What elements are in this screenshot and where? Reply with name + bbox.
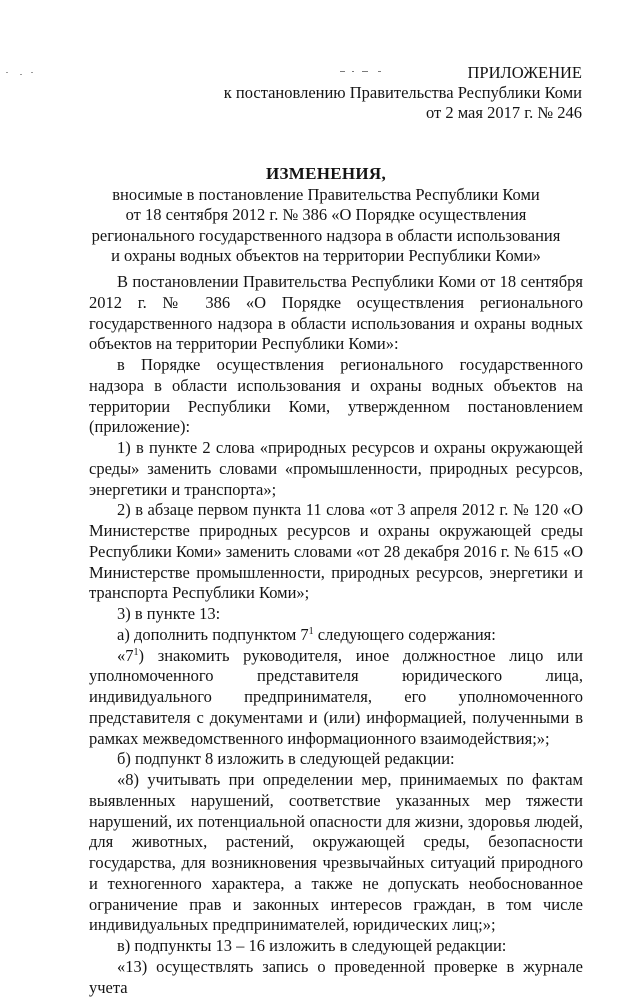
quote-7-1-text: ) знакомить руководителя, иное должностное лицо или уполномоченного представителя юридического лица, индивидуального предпринимателя, его уполномоченного представителя с документами и (или) информацией, полученными в рамках межведомственного информационного взаимодействия;»; xyxy=(89,645,583,748)
paragraph-quote-8: «8) учитывать при определении мер, принимаемых по фактам выявленных нарушений, соответствие указанных мер тяжести нарушений, их потенциальной опасности для жизни, здоровья людей, для животных, растений, окружающей среды, безопасности государства, для возникновения чрезвычайных ситуаций природного и техногенного характера, а также не допускать необоснованное ограничение прав и законных интересов граждан, в том числе индивидуальных предпринимателей, юридических лиц;»; xyxy=(89,770,583,935)
title-line-4: и охраны водных объектов на территории Республики Коми» xyxy=(111,246,541,266)
title-line-2: от 18 сентября 2012 г. № 386 «О Порядке осуществления xyxy=(125,205,527,225)
document-title: ИЗМЕНЕНИЯ, xyxy=(265,164,387,183)
appendix-date-number: от 2 мая 2017 г. № 246 xyxy=(425,103,582,122)
appendix-reference: к постановлению Правительства Республики Коми xyxy=(223,83,582,102)
paragraph-preamble: В постановлении Правительства Республики Коми от 18 сентября 2012 г. № 386 «О Порядке осуществления регионального государственного надзора в области использования и охраны водных объектов на территории Республики Коми»: xyxy=(89,272,583,354)
paragraph-subitem-b: б) подпункт 8 изложить в следующей редакции: xyxy=(117,749,455,769)
paragraph-item-3: 3) в пункте 13: xyxy=(117,604,221,623)
paragraph-quote-13: «13) осуществлять запись о проведенной проверке в журнале учета xyxy=(89,956,583,997)
paragraph-subitem-a xyxy=(89,625,583,646)
quote-7-1-superscript: 1 xyxy=(133,646,139,658)
scan-artifact-dots xyxy=(6,72,34,78)
appendix-header xyxy=(222,63,582,123)
subitem-a-superscript: 1 xyxy=(308,625,314,637)
document-title-block xyxy=(66,164,586,267)
paragraph-item-2: 2) в абзаце первом пункта 11 слова «от 3 апреля 2012 г. № 120 «О Министерстве природных ресурсов и охраны окружающей среды Республики Коми» заменить словами «от 28 декабря 2016 г. № 615 «О Министерстве промышленности, природных ресурсов, энергетики и транспорта Республики Коми»; xyxy=(89,500,583,603)
subitem-a-text-end: следующего содержания: xyxy=(313,624,496,644)
document-body xyxy=(89,272,583,998)
quote-7-1-start: «7 xyxy=(117,645,134,665)
title-line-3: регионального государственного надзора в области использования xyxy=(91,225,561,245)
paragraph-quote-7-1 xyxy=(89,646,583,750)
paragraph-item-1: 1) в пункте 2 слова «природных ресурсов и охраны окружающей среды» заменить словами «промышленности, природных ресурсов, энергетики и транспорта»; xyxy=(89,438,583,499)
title-line-1: вносимые в постановление Правительства Республики Коми xyxy=(112,184,540,204)
paragraph-procedure: в Порядке осуществления регионального государственного надзора в области использования и охраны водных объектов на территории Республики Коми, утвержденном постановлением (приложение): xyxy=(89,355,583,437)
subitem-a-text: а) дополнить подпунктом 7 xyxy=(117,624,309,644)
appendix-label: ПРИЛОЖЕНИЕ xyxy=(467,63,582,82)
paragraph-subitem-c: в) подпункты 13 – 16 изложить в следующей редакции: xyxy=(117,936,507,955)
